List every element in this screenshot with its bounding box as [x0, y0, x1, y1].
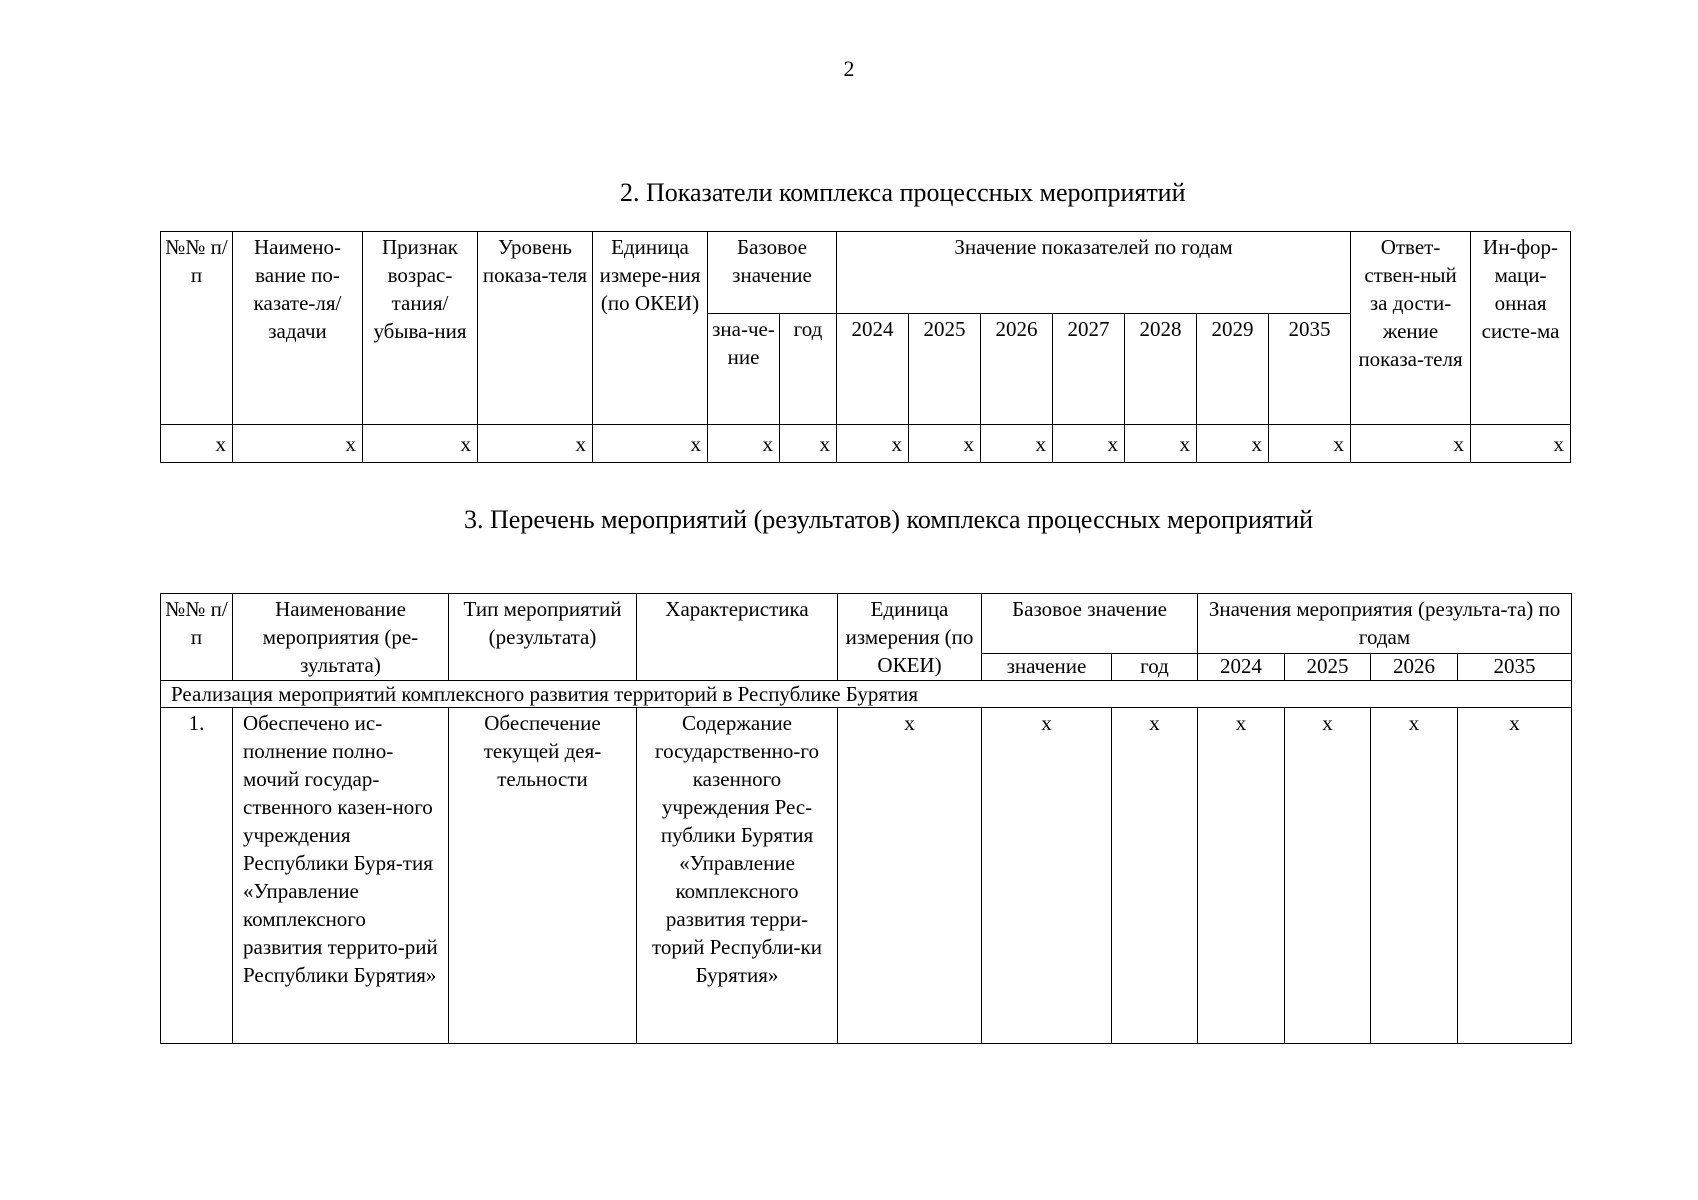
header-unit: Единица измерения (по ОКЕИ) [838, 594, 982, 681]
header-year: 2035 [1458, 654, 1572, 681]
table-cell: x [909, 425, 981, 463]
table-cell: x [363, 425, 478, 463]
header-info-system: Ин-фор-маци-онная систе-ма [1471, 232, 1571, 425]
header-values-by-year: Значения мероприятия (результа-та) по годам [1198, 594, 1572, 654]
table-cell: x [1197, 425, 1269, 463]
table-cell: x [982, 708, 1112, 1044]
table-cell: x [1125, 425, 1197, 463]
section-2-title: 2. Показатели комплекса процессных мероприятий [620, 178, 1186, 207]
header-activity-type: Тип мероприятий (результата) [449, 594, 637, 681]
group-title: Реализация мероприятий комплексного развития территорий в Республике Бурятия [161, 681, 1572, 708]
table-row [161, 708, 1572, 1044]
table-cell: x [1458, 708, 1572, 1044]
header-year: 2025 [909, 314, 981, 425]
row-num: 1. [161, 708, 233, 1044]
header-year: 2026 [981, 314, 1053, 425]
activity-type: Обеспечение текущей дея-тельности [449, 708, 637, 1044]
header-year: 2024 [1198, 654, 1285, 681]
header-responsible: Ответ-ствен-ный за дости-жение показа-теля [1351, 232, 1471, 425]
section-3-title: 3. Перечень мероприятий (результатов) комплекса процессных мероприятий [464, 505, 1314, 534]
table-cell: x [1198, 708, 1285, 1044]
table-cell: x [708, 425, 780, 463]
header-base-value-value: зна-че-ние [708, 314, 780, 425]
header-year: 2025 [1285, 654, 1371, 681]
table-cell: x [1285, 708, 1371, 1044]
header-values-by-year: Значение показателей по годам [837, 232, 1351, 314]
indicators-table [160, 231, 1571, 463]
table-cell: x [478, 425, 593, 463]
header-year: 2026 [1371, 654, 1458, 681]
table-cell: x [1351, 425, 1471, 463]
header-year: 2024 [837, 314, 909, 425]
header-year: 2035 [1269, 314, 1351, 425]
activity-name: Обеспечено ис-полнение полно-мочий государ-ственного казен-ного учреждения Республики Буря-тия «Управление комплексного развития террито-рий Республики Бурятия» [233, 708, 449, 1044]
header-base-value: Базовое значение [708, 232, 837, 314]
header-num: №№ п/п [161, 594, 233, 681]
group-row [161, 681, 1572, 708]
activities-table [160, 593, 1572, 1044]
header-indicator-name: Наимено-вание по-казате-ля/задачи [233, 232, 363, 425]
table-cell: x [837, 425, 909, 463]
table-cell: x [161, 425, 233, 463]
header-indicator-level: Уровень показа-теля [478, 232, 593, 425]
header-base-value-value: значение [982, 654, 1112, 681]
header-year: 2029 [1197, 314, 1269, 425]
activity-characteristic: Содержание государственно-го казенного учреждения Рес-публики Бурятия «Управление комплексного развития терри-торий Республи-ки Бурятия» [637, 708, 838, 1044]
table-cell: x [233, 425, 363, 463]
table-cell: x [1269, 425, 1351, 463]
table-cell: x [1053, 425, 1125, 463]
table-cell: x [593, 425, 708, 463]
header-characteristic: Характеристика [637, 594, 838, 681]
table-cell: x [1112, 708, 1198, 1044]
header-year: 2027 [1053, 314, 1125, 425]
header-base-value-year: год [1112, 654, 1198, 681]
header-year: 2028 [1125, 314, 1197, 425]
header-activity-name: Наименование мероприятия (ре-зультата) [233, 594, 449, 681]
table-cell: x [780, 425, 837, 463]
table-cell: x [1471, 425, 1571, 463]
table-cell: x [838, 708, 982, 1044]
page-number: 2 [843, 56, 855, 81]
header-base-value-year: год [780, 314, 837, 425]
table-cell: x [981, 425, 1053, 463]
header-base-value: Базовое значение [982, 594, 1198, 654]
table-row [161, 425, 1571, 463]
header-growth-sign: Признак возрас-тания/ убыва-ния [363, 232, 478, 425]
table-cell: x [1371, 708, 1458, 1044]
header-num: №№ п/п [161, 232, 233, 425]
header-unit: Единица измере-ния (по ОКЕИ) [593, 232, 708, 425]
